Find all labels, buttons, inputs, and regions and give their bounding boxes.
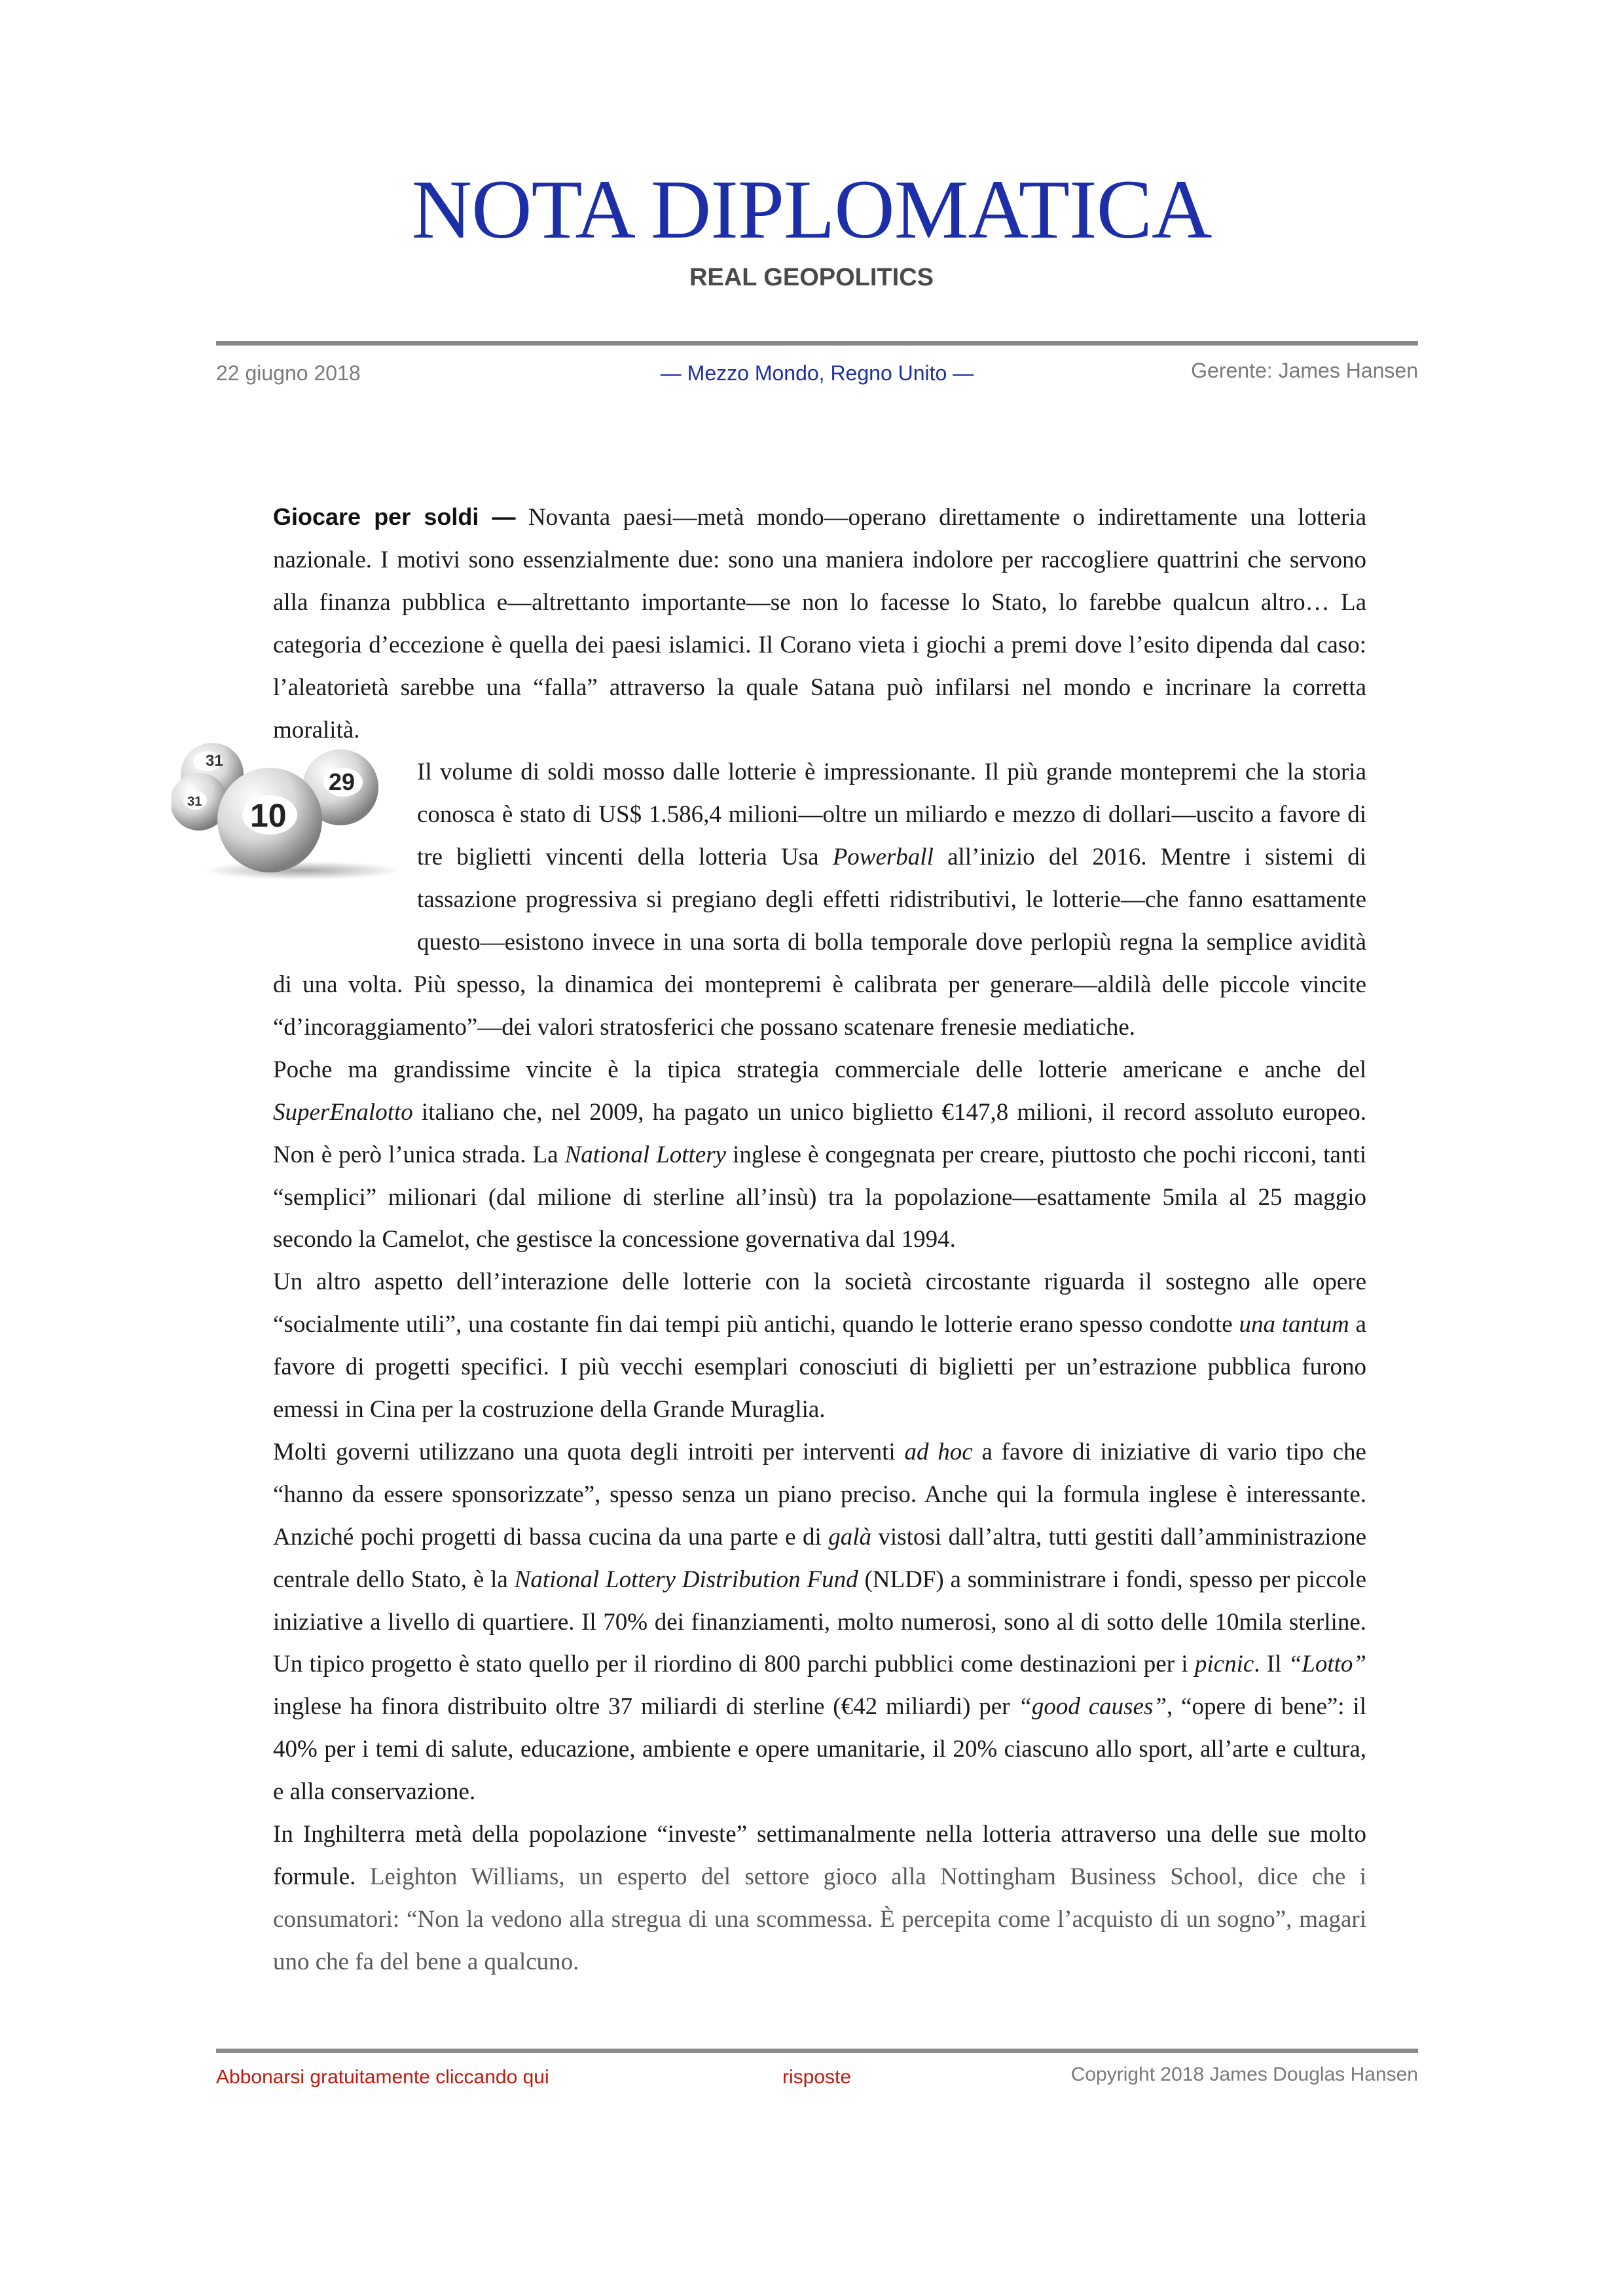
paragraph-3-text-b: italiano che, nel 2009, ha pagato un unico biglietto €147,8 milioni, il record assoluto europeo. Non è però l’unica strada. La xyxy=(273,1098,1366,1168)
paragraph-5-emphasis-5: “Lotto” xyxy=(1288,1651,1367,1678)
ball-number: 31 xyxy=(187,795,202,809)
paragraph-3-text-c: inglese è congegnata per creare, piuttosto che pochi ricconi, tanti “semplici” milionari (dal milione di sterline all’insù) tra la popolazione—esattamente 5mila al 25 maggio secondo la Camelot, che gestisce la concessione governativa dal 1994. xyxy=(273,1141,1367,1253)
paragraph-5-emphasis-2: galà xyxy=(828,1523,871,1551)
dateline-dash-right: — xyxy=(953,361,974,385)
paragraph-4-text-a: Un altro aspetto dell’interazione delle lotterie con la società circostante riguarda il sostegno alle opere “socialmente utili”, una costante fin dai tempi più antichi, quando le lotterie erano spesso condotte xyxy=(273,1268,1366,1338)
paragraph-1-text: Novanta paesi—metà mondo—operano direttamente o indirettamente una lotteria nazionale. I motivi sono essenzialmente due: sono una maniera indolore per raccogliere quattrini che servono alla finanza pubblica e—altrettanto importante—se non lo facesse lo Stato, lo farebbe qualcun altro… La categoria d’eccezione è quella dei paesi islamici. Il Corano vieta i giochi a premi dove l’esito dipenda dal caso: l’aleatorietà sarebbe una “falla” attraverso la quale Satana può infilarsi nel mondo e incrinare la corretta moralità. xyxy=(273,504,1366,744)
subscribe-link[interactable]: Abbonarsi gratuitamente cliccando qui xyxy=(216,2066,549,2088)
paragraph-2-emphasis: Powerball xyxy=(832,844,934,871)
manager-credit: Gerente: James Hansen xyxy=(1191,359,1418,382)
paragraph-5 xyxy=(273,1431,1366,1814)
masthead-title: NOTA DIPLOMATICA xyxy=(411,163,1212,256)
dateline-place: Mezzo Mondo, Regno Unito xyxy=(687,361,947,385)
paragraph-5-text-c: vistosi dall’altra, tutti gestiti dall’amministrazione centrale dello Stato, è la xyxy=(273,1523,1367,1593)
paragraph-6 xyxy=(273,1814,1366,1984)
paragraph-6-text-b: Leighton Williams, un esperto del settore gioco alla Nottingham Business School, dice che i consumatori: “Non la vedono alla stregua di una scommessa. È percepita come l’acquisto di un sogno”, magari uno che fa del bene a qualcuno. xyxy=(273,1863,1366,1975)
ball-number: 29 xyxy=(329,768,356,795)
ball-number: 31 xyxy=(206,752,223,770)
ball-number: 10 xyxy=(250,797,287,834)
paragraph-4-emphasis: una tantum xyxy=(1239,1311,1349,1338)
paragraph-5-emphasis-1: ad hoc xyxy=(904,1438,973,1465)
paragraph-2-text-b: all’inizio del 2016. Mentre i sistemi di tassazione progressiva si pregiano degli effetti ridistributivi, le lotterie—che fanno esattamente questo—esistono invece in una sorta di bolla temporale dove perlopiù regna la semplice avidità di una volta. Più spesso, la dinamica dei montepremi è calibrata per generare—aldilà delle piccole vincite “d’incoraggiamento”—dei valori stratosferici che possano scatenare frenesie mediatiche. xyxy=(273,844,1366,1041)
header-rule xyxy=(216,341,1418,346)
footer xyxy=(216,2064,1418,2096)
meta-bar xyxy=(216,359,1418,391)
paragraph-5-text-g: , “opere di bene”: il 40% per i temi di salute, educazione, ambiente e opere umanitarie, il 20% ciascuno allo sport, all’arte e cultura, e alla conservazione. xyxy=(273,1693,1366,1806)
paragraph-1 xyxy=(273,496,1366,751)
replies-link[interactable]: risposte xyxy=(782,2066,852,2088)
paragraph-3-text-a: Poche ma grandissime vincite è la tipica strategia commerciale delle lotterie americane e anche del xyxy=(273,1056,1366,1083)
article-headline: Giocare per soldi — xyxy=(273,503,516,530)
copyright-notice: Copyright 2018 James Douglas Hansen xyxy=(1070,2064,1418,2085)
paragraph-5-text-b: a favore di iniziative di vario tipo che “hanno da essere sponsorizzate”, spesso senza un piano preciso. Anche qui la formula inglese è interessante. Anziché pochi progetti di bassa cucina da una parte e di xyxy=(273,1438,1366,1551)
paragraph-5-text-f: inglese ha finora distribuito oltre 37 miliardi di sterline (€42 miliardi) per xyxy=(273,1693,1019,1721)
paragraph-5-emphasis-4: picnic xyxy=(1194,1651,1254,1678)
issue-date: 22 giugno 2018 xyxy=(216,361,361,385)
paragraph-6-text-a: In Inghilterra metà della popolazione “investe” settimanalmente nella lotteria attraverso una delle sue molto formule. xyxy=(273,1821,1366,1890)
paragraph-5-text-e: . Il xyxy=(1254,1651,1288,1678)
dateline-dash-left: — xyxy=(660,361,682,385)
masthead-subtitle: REAL GEOPOLITICS xyxy=(689,264,934,291)
paragraph-3-emphasis-1: SuperEnalotto xyxy=(273,1098,413,1126)
paragraph-3 xyxy=(273,1049,1366,1262)
paragraph-3-emphasis-2: National Lottery xyxy=(564,1141,727,1168)
paragraph-5-emphasis-3: National Lottery Distribution Fund xyxy=(514,1566,858,1593)
footer-rule xyxy=(216,2049,1418,2053)
paragraph-5-emphasis-6: “good causes” xyxy=(1018,1693,1167,1721)
paragraph-5-text-a: Molti governi utilizzano una quota degli introiti per interventi xyxy=(273,1438,905,1465)
article-body xyxy=(273,496,1366,1984)
paragraph-2 xyxy=(273,751,1366,1049)
paragraph-4-text-b: a favore di progetti specifici. I più vecchi esemplari conosciuti di biglietti per un’estrazione pubblica furono emessi in Cina per la costruzione della Grande Muraglia. xyxy=(273,1311,1366,1424)
paragraph-4 xyxy=(273,1261,1366,1431)
paragraph-2-text-a: Il volume di soldi mosso dalle lotterie è impressionante. Il più grande montepremi che la storia conosca è stato di US$ 1.586,4 milioni—oltre un miliardo e mezzo di dollari—uscito a favore di tre biglietti vincenti della lotteria Usa xyxy=(417,759,1366,871)
paragraph-5-text-d: (NLDF) a somministrare i fondi, spesso per piccole iniziative a livello di quartiere. Il 70% dei finanziamenti, molto numerosi, sono al di sotto delle 10mila sterline. Un tipico progetto è stato quello per il riordino di 800 parchi pubblici come destinazioni per i xyxy=(273,1566,1366,1678)
image-wrap-spacer xyxy=(273,751,417,922)
